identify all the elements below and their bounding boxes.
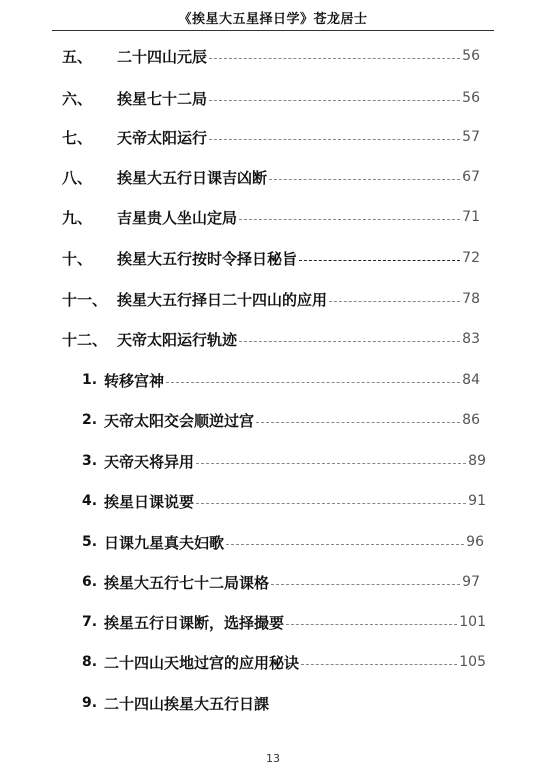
toc-leader xyxy=(256,422,460,423)
toc-subentry-title: 天帝太阳交会顺逆过宫 xyxy=(104,411,255,430)
toc-subentry-page: 89 xyxy=(468,453,486,469)
toc-entry-number: 十、 xyxy=(62,249,93,268)
toc-subentry-number: 6. xyxy=(82,574,98,590)
toc-subentry[interactable] xyxy=(82,408,480,432)
toc-leader xyxy=(196,463,466,464)
toc-entry[interactable] xyxy=(62,165,480,189)
toc-entry-number: 八、 xyxy=(62,168,93,187)
toc-subentry-number: 5. xyxy=(82,534,98,550)
toc-entry-number: 六、 xyxy=(62,89,93,108)
toc-subentry-page: 101 xyxy=(459,614,486,630)
toc-subentry-page: 91 xyxy=(468,493,486,509)
toc-entry-title: 挨星大五行按时令择日秘旨 xyxy=(117,249,298,268)
page-number: 13 xyxy=(266,752,280,765)
toc-leader xyxy=(239,219,460,220)
toc-subentry-number: 1. xyxy=(82,372,98,388)
toc-leader xyxy=(196,503,466,504)
running-header: 《挨星大五星择日学》苍龙居士 xyxy=(178,12,368,27)
toc-subentry-title: 挨星大五行七十二局课格 xyxy=(104,573,270,592)
toc-leader xyxy=(286,624,457,625)
toc-subentry-title: 转移宫神 xyxy=(104,371,165,390)
toc-leader xyxy=(209,139,460,140)
toc-entry-title: 二十四山元辰 xyxy=(117,47,208,66)
toc-entry-title: 天帝太阳运行轨迹 xyxy=(117,330,238,349)
toc-subentry-title: 挨星日课说要 xyxy=(104,492,195,511)
toc-subentry-number: 9. xyxy=(82,695,98,711)
toc-subentry-title: 二十四山天地过宫的应用秘诀 xyxy=(104,653,300,672)
toc-leader xyxy=(226,544,464,545)
toc-entry[interactable] xyxy=(62,125,480,149)
toc-entry-title: 挨星七十二局 xyxy=(117,89,208,108)
toc-entry[interactable] xyxy=(62,86,480,110)
toc-subentry-number: 4. xyxy=(82,493,98,509)
toc-subentry-number: 7. xyxy=(82,614,98,630)
toc-subentry[interactable] xyxy=(82,691,480,715)
toc-leader xyxy=(299,260,460,261)
toc-entry-title: 天帝太阳运行 xyxy=(117,128,208,147)
toc-entry-title: 吉星贵人坐山定局 xyxy=(117,208,238,227)
toc-subentry[interactable] xyxy=(82,610,486,634)
toc-entry-number: 十二、 xyxy=(62,330,108,349)
toc-subentry[interactable] xyxy=(82,650,486,674)
toc-entry-number: 七、 xyxy=(62,128,93,147)
toc-subentry-page: 97 xyxy=(462,574,480,590)
toc-entry-page: 57 xyxy=(462,129,480,145)
toc-subentry-number: 8. xyxy=(82,654,98,670)
toc-subentry-page: 84 xyxy=(462,372,480,388)
toc-subentry-title: 天帝天将异用 xyxy=(104,452,195,471)
toc-entry-page: 71 xyxy=(462,209,480,225)
toc-leader xyxy=(269,179,460,180)
toc-subentry-title: 日课九星真夫妇歌 xyxy=(104,533,225,552)
toc-subentry[interactable] xyxy=(82,530,484,554)
toc-entry-title: 挨星大五行日课吉凶断 xyxy=(117,168,268,187)
toc-leader xyxy=(209,100,460,101)
toc-leader xyxy=(329,301,460,302)
toc-entry-page: 72 xyxy=(462,250,480,266)
toc-entry-page: 56 xyxy=(462,90,480,106)
toc-entry-page: 67 xyxy=(462,169,480,185)
toc-entry-page: 56 xyxy=(462,48,480,64)
toc-subentry-page: 105 xyxy=(459,654,486,670)
toc-subentry[interactable] xyxy=(82,489,486,513)
toc-subentry[interactable] xyxy=(82,570,480,594)
toc-leader xyxy=(301,664,457,665)
toc-subentry[interactable] xyxy=(82,449,486,473)
toc-entry[interactable] xyxy=(62,287,480,311)
toc-subentry-number: 2. xyxy=(82,412,98,428)
toc-entry-title: 挨星大五行择日二十四山的应用 xyxy=(117,290,328,309)
toc-subentry-page: 86 xyxy=(462,412,480,428)
toc-leader xyxy=(239,341,460,342)
toc-entry-number: 十一、 xyxy=(62,290,108,309)
toc-entry-number: 五、 xyxy=(62,47,93,66)
toc-subentry-page: 96 xyxy=(466,534,484,550)
toc-entry[interactable] xyxy=(62,205,480,229)
toc-leader xyxy=(209,58,460,59)
toc-entry[interactable] xyxy=(62,327,480,351)
toc-subentry-title: 挨星五行日课断，选择撮要 xyxy=(104,613,285,632)
toc-entry-page: 83 xyxy=(462,331,480,347)
toc-entry[interactable] xyxy=(62,44,480,68)
toc-leader xyxy=(271,584,460,585)
toc-subentry-number: 3. xyxy=(82,453,98,469)
toc-subentry-title: 二十四山挨星大五行日課 xyxy=(104,694,270,713)
toc-entry[interactable] xyxy=(62,246,480,270)
toc-entry-number: 九、 xyxy=(62,208,93,227)
toc-leader xyxy=(166,382,460,383)
toc-entry-page: 78 xyxy=(462,291,480,307)
toc-subentry[interactable] xyxy=(82,368,480,392)
